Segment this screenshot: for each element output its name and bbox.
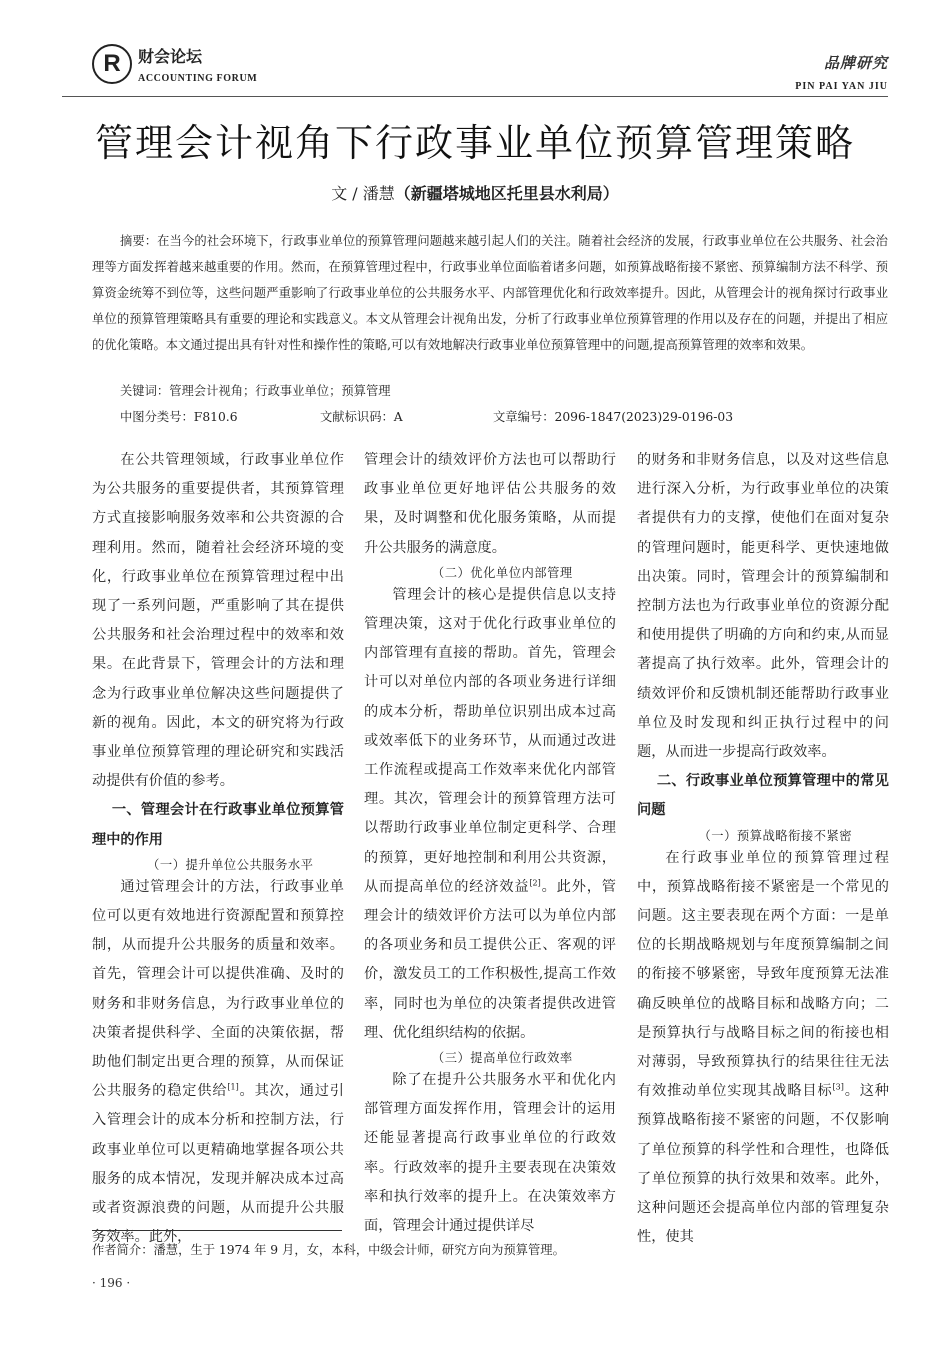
column-heading: [795, 52, 888, 92]
keywords-label: 关键词：: [120, 384, 170, 398]
header-divider: [62, 96, 888, 97]
paragraph-continued: 的财务和非财务信息，以及对这些信息进行深入分析，为行政事业单位的决策者提供有力的支撑，使他们在面对复杂的管理问题时，能更科学、更快速地做出决策。同时，管理会计的预算编制和控制方法也为行政事业单位的资源分配和使用提供了明确的方向和约束,从而显著提高了执行效率。此外，管理会计的绩效评价和反馈机制还能帮助行政事业单位及时发现和纠正执行过程中的问题，从而进一步提高行政效率。: [637, 452, 889, 761]
footnote-divider: [92, 1230, 342, 1231]
paragraph-strategy-link: [637, 844, 889, 1253]
body-column-2: [364, 446, 616, 1241]
keywords-text: 管理会计视角；行政事业单位；预算管理: [169, 384, 391, 398]
keywords: [120, 381, 391, 399]
author-bio-footnote: [92, 1240, 565, 1258]
body-column-3: [637, 446, 889, 1252]
journal-masthead: [92, 44, 257, 84]
paragraph-text: 在行政事业单位的预算管理过程中，预算战略衔接不紧密是一个常见的问题。这主要表现在两个方面：一是单位的长期战略规划与年度预算编制之间的衔接不够紧密，导致年度预算无法准确反映单位的战略目标和战略方向；二是预算执行与战略目标之间的衔接也相对薄弱，导致预算执行的结果往往无法有效推动单位实现其战略目标: [637, 849, 889, 1100]
abstract-label: 摘要：: [120, 234, 158, 248]
clc-number: [120, 407, 238, 425]
paragraph-admin-efficiency: 除了在提升公共服务水平和优化内部管理方面发挥作用，管理会计的运用还能显著提高行政事业单位的行政效率。行政效率的提升主要表现在决策效率和执行效率的提升上。在决策效率方面，管理会计通过提供详尽: [364, 1072, 616, 1235]
column-name-cn: 品牌研究: [823, 54, 888, 72]
citation-ref-2: [2]: [529, 878, 541, 888]
body-column-1: [92, 446, 344, 1252]
journal-name-cn: 财会论坛: [138, 47, 203, 66]
doc-code-value: A: [393, 410, 403, 424]
citation-ref-3: [3]: [832, 1082, 844, 1092]
journal-logo-icon: R: [92, 44, 132, 84]
article-number: [493, 407, 733, 425]
document-code: [320, 407, 403, 425]
article-no-label: 文章编号：: [493, 410, 555, 424]
clc-label: 中图分类号：: [120, 410, 194, 424]
paragraph-internal-management: [364, 581, 616, 1048]
subsection-heading-1-1: （一）提升单位公共服务水平: [147, 857, 314, 872]
intro-paragraph: 在公共管理领域，行政事业单位作为公共服务的重要提供者，其预算管理方式直接影响服务效率和公共资源的合理利用。然而，随着社会经济环境的变化，行政事业单位在预算管理过程中出现了一系列问题，严重影响了其在提供公共服务和社会治理过程中的效率和效果。在此背景下，管理会计的方法和理念为行政事业单位解决这些问题提供了新的视角。因此，本文的研究将为行政事业单位预算管理的理论研究和实践活动提供有价值的参考。: [92, 452, 344, 790]
paragraph-text: 。这种预算战略衔接不紧密的问题，不仅影响了单位预算的科学性和合理性，也降低了单位预算的执行效果和效率。此外，这种问题还会提高单位内部的管理复杂性，使其: [637, 1083, 889, 1246]
subsection-heading-1-2: （二）优化单位内部管理: [431, 565, 573, 580]
paragraph-text: 。其次，通过引入管理会计的成本分析和控制方法，行政事业单位可以更精确地掌握各项公共服务的成本情况，发现并解决成本过高或者资源浪费的问题，从而提升公共服务效率。此外，: [92, 1083, 344, 1246]
column-name-en: PIN PAI YAN JIU: [795, 81, 888, 92]
section-heading-2: 二、行政事业单位预算管理中的常见问题: [637, 773, 889, 819]
article-no-value: 2096-1847(2023)29-0196-03: [554, 410, 734, 424]
page-number: · 196 ·: [92, 1276, 131, 1290]
doc-code-label: 文献标识码：: [320, 410, 394, 424]
citation-ref-1: [1]: [227, 1082, 239, 1092]
subsection-heading-2-1: （一）预算战略衔接不紧密: [698, 828, 853, 843]
paragraph-text: 通过管理会计的方法，行政事业单位可以更有效地进行资源配置和预算控制，从而提升公共服务的质量和效率。首先，管理会计可以提供准确、及时的财务和非财务信息，为行政事业单位的决策者提供科学、全面的决策依据，帮助他们制定出更合理的预算，从而保证公共服务的稳定供给: [92, 878, 344, 1100]
abstract: [92, 228, 888, 358]
paragraph-public-service: [92, 873, 344, 1253]
journal-name-en: ACCOUNTING FORUM: [138, 73, 258, 84]
article-byline: [0, 181, 950, 204]
subsection-heading-1-3: （三）提高单位行政效率: [431, 1051, 573, 1066]
author-bio-text: 潘慧，生于 1974 年 9 月，女，本科，中级会计师，研究方向为预算管理。: [153, 1243, 565, 1257]
section-heading-1: 一、管理会计在行政事业单位预算管理中的作用: [92, 802, 344, 848]
article-title: 管理会计视角下行政事业单位预算管理策略: [94, 121, 855, 165]
author-bio-label: 作者简介：: [92, 1243, 154, 1257]
paragraph-text: 管理会计的核心是提供信息以支持管理决策，这对于优化行政事业单位的内部管理有直接的帮助。首先，管理会计可以对单位内部的各项业务进行详细的成本分析，帮助单位识别出成本过高或效率低下的业务环节，从而通过改进工作流程或提高工作效率来优化内部管理。其次，管理会计的预算管理方法可以帮助行政事业单位制定更科学、合理的预算，更好地控制和利用公共资源，从而提高单位的经济效益: [364, 586, 616, 895]
author-affiliation: （新疆塔城地区托里县水利局）: [394, 184, 619, 203]
author-name: 文 / 潘慧: [331, 184, 395, 203]
paragraph-continued: 管理会计的绩效评价方法也可以帮助行政事业单位更好地评估公共服务的效果，及时调整和优化服务策略，从而提升公共服务的满意度。: [364, 452, 616, 556]
abstract-text: 在当今的社会环境下，行政事业单位的预算管理问题越来越引起人们的关注。随着社会经济的发展，行政事业单位在公共服务、社会治理等方面发挥着越来越重要的作用。然而，在预算管理过程中，行政事业单位面临着诸多问题，如预算战略衔接不紧密、预算编制方法不科学、预算资金统筹不到位等，这些问题严重影响了行政事业单位的公共服务水平、内部管理优化和行政效率提升。因此，从管理会计的视角探讨行政事业单位的预算管理策略具有重要的理论和实践意义。本文从管理会计视角出发，分析了行政事业单位预算管理的作用以及存在的问题，并提出了相应的优化策略。本文通过提出具有针对性和操作性的策略,可以有效地解决行政事业单位预算管理中的问题,提高预算管理的效率和效果。: [92, 234, 888, 352]
clc-value: F810.6: [193, 410, 238, 424]
paragraph-text: 。此外，管理会计的绩效评价方法可以为单位内部的各项业务和员工提供公正、客观的评价，激发员工的工作积极性,提高工作效率，同时也为单位的决策者提供改进管理、优化组织结构的依据。: [364, 878, 616, 1041]
